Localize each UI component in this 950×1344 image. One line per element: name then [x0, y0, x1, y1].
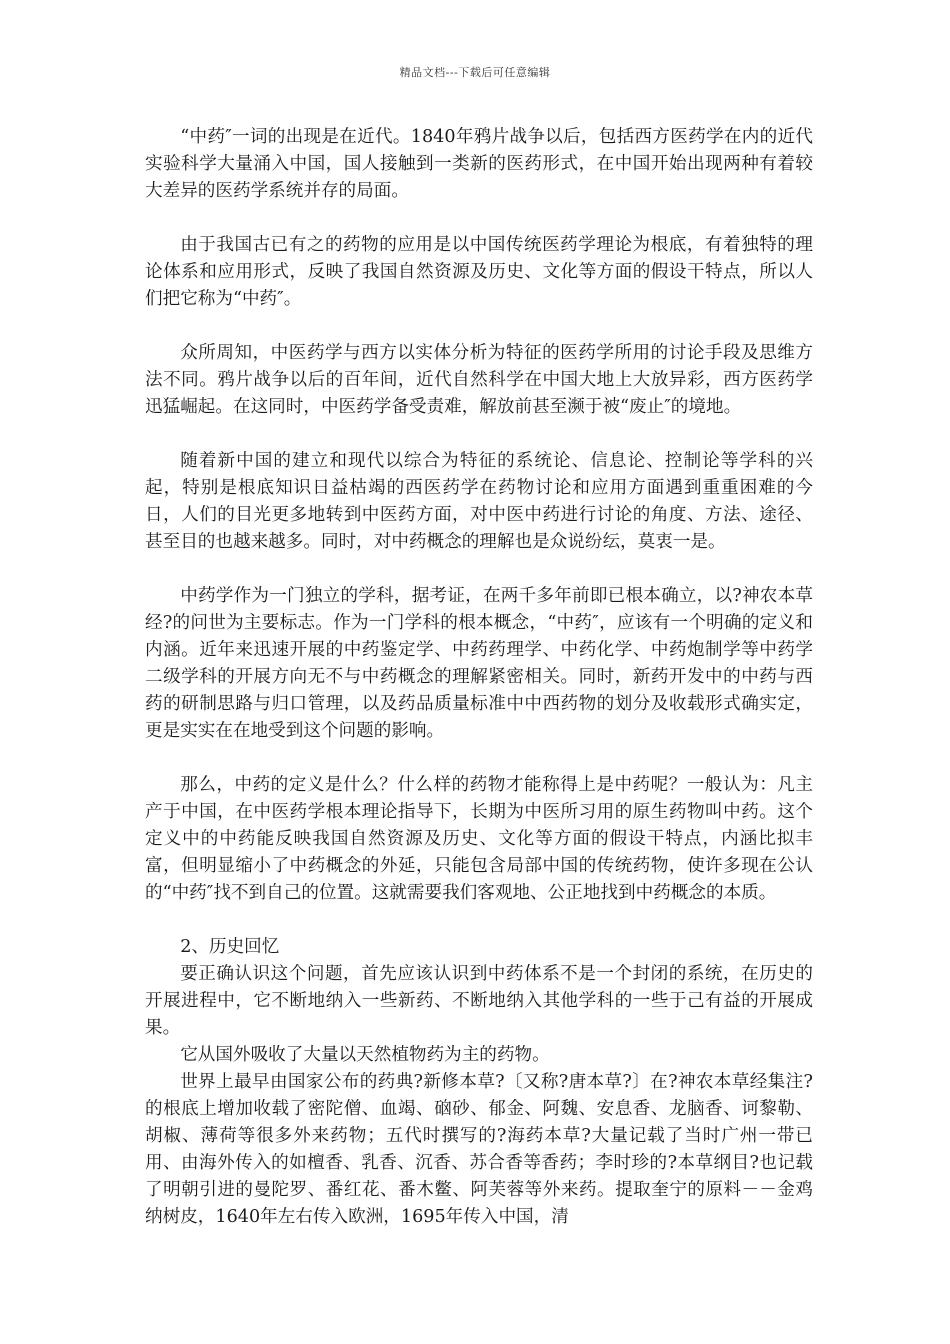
document-body — [145, 124, 813, 1231]
paragraph-4: 随着新中国的建立和现代以综合为特征的系统论、信息论、控制论等学科的兴起，特别是根底知识日益枯竭的西医药学在药物讨论和应用方面遇到重重困难的今日，人们的目光更多地转到中医药方面，对中医中药进行讨论的角度、方法、途径、甚至目的也越来越多。同时，对中药概念的理解也是众说纷纭，莫衷一是。 — [145, 451, 813, 552]
paragraph-5: 中药学作为一门独立的学科，据考证，在两千多年前即已根本确立，以?神农本草经?的问世为主要标志。作为一门学科的根本概念，“中药″，应该有一个明确的定义和内涵。近年来迅速开展的中药鉴定学、中药药理学、中药化学、中药炮制学等中药学二级学科的开展方向无不与中药概念的理解紧密相关。同时，新药开发中的中药与西药的研制思路与归口管理，以及药品质量标准中中西药物的划分及收载形式确实定，更是实实在在地受到这个问题的影响。 — [145, 586, 813, 741]
paragraph-6: 那么，中药的定义是什么？什么样的药物才能称得上是中药呢？一般认为：凡主产于中国，在中医药学根本理论指导下，长期为中医所习用的原生药物叫中药。这个定义中的中药能反映我国自然资源及历史、文化等方面的假设干特点，内涵比拟丰富，但明显缩小了中药概念的外延，只能包含局部中国的传统药物，使许多现在公认的“中药″找不到自己的位置。这就需要我们客观地、公正地找到中药概念的本质。 — [145, 775, 813, 903]
section-heading: 2、历史回忆 — [180, 937, 280, 957]
paragraph-3: 众所周知，中医药学与西方以实体分析为特征的医药学所用的讨论手段及思维方法不同。鸦片战争以后的百年间，近代自然科学在中国大地上大放异彩，西方医药学迅猛崛起。在这同时，中医药学备受责难，解放前甚至濒于被“废止″的境地。 — [145, 343, 813, 417]
section-paragraph-1: 要正确认识这个问题，首先应该认识到中药体系不是一个封闭的系统，在历史的开展进程中，它不断地纳入一些新药、不断地纳入其他学科的一些于己有益的开展成果。 — [145, 964, 813, 1038]
section-paragraph-3: 世界上最早由国家公布的药典?新修本草?〔又称?唐本草?〕在?神农本草经集注?的根底上增加收载了密陀僧、血竭、硇砂、郁金、阿魏、安息香、龙脑香、诃黎勒、胡椒、薄荷等很多外来药物；五代时撰写的?海药本草?大量记载了当时广州一带已用、由海外传入的如檀香、乳香、沉香、苏合香等香药；李时珍的?本草纲目?也记载了明朝引进的曼陀罗、番红花、番木鳖、阿芙蓉等外来药。提取奎宁的原料－－金鸡纳树皮，1640年左右传入欧洲，1695年传入中国，清 — [145, 1072, 813, 1227]
page-header: 精品文档---下载后可任意编辑 — [399, 66, 551, 79]
paragraph-2: 由于我国古已有之的药物的应用是以中国传统医药学理论为根底，有着独特的理论体系和应用形式，反映了我国自然资源及历史、文化等方面的假设干特点，所以人们把它称为“中药″。 — [145, 235, 813, 309]
paragraph-1: “中药″一词的出现是在近代。1840年鸦片战争以后，包括西方医药学在内的近代实验科学大量涌入中国，国人接触到一类新的医药形式，在中国开始出现两种有着较大差异的医药学系统并存的局面。 — [145, 127, 813, 201]
section-paragraph-2: 它从国外吸收了大量以天然植物药为主的药物。 — [180, 1045, 550, 1065]
